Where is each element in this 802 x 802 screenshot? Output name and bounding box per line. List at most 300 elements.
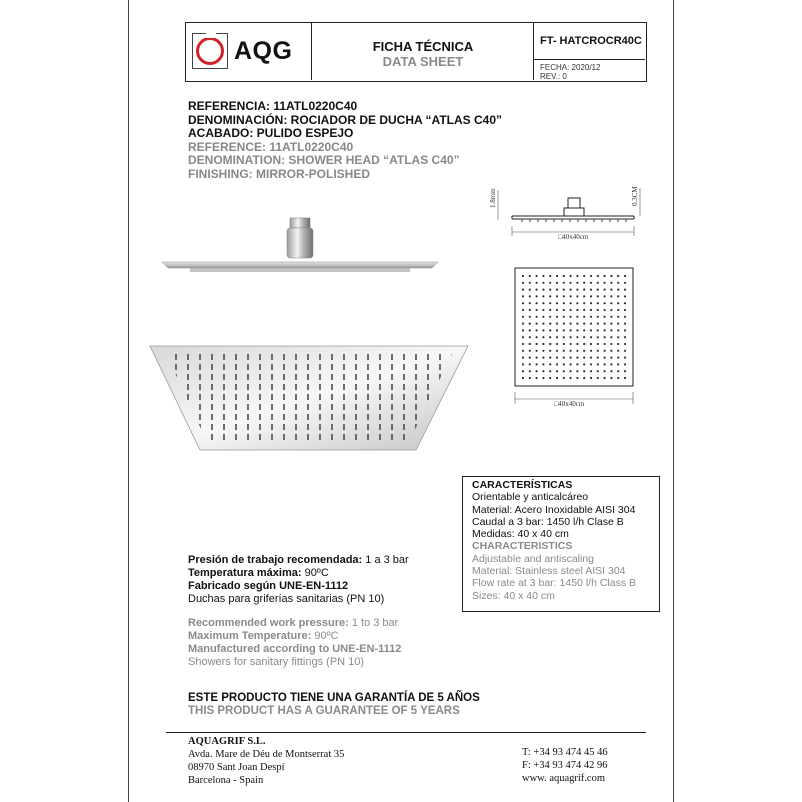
nozzle-dot xyxy=(597,370,599,372)
nozzle-dot xyxy=(597,316,599,318)
nozzle-dot xyxy=(590,289,592,291)
nozzle-dot xyxy=(604,289,606,291)
nozzle-dot xyxy=(583,275,585,277)
nozzle-dot xyxy=(604,377,606,379)
nozzle-dot xyxy=(583,282,585,284)
nozzle-dot xyxy=(617,357,619,359)
nozzle-dot xyxy=(624,377,626,379)
side-width-label: □40x40cm xyxy=(558,233,589,241)
nozzle-dot xyxy=(624,289,626,291)
char-es-1: Orientable y anticalcáreo xyxy=(472,491,589,504)
nozzle-dot xyxy=(522,343,524,345)
nozzle-dot xyxy=(522,336,524,338)
nozzle-dot xyxy=(556,370,558,372)
logo-cell xyxy=(186,23,312,80)
nozzle-dot xyxy=(590,336,592,338)
nozzle-dot xyxy=(556,316,558,318)
title-es: FICHA TÉCNICA xyxy=(372,39,474,54)
temperature-label-en: Maximum Temperature: xyxy=(188,630,312,642)
nozzle-dot xyxy=(556,309,558,311)
char-es-4: Medidas: 40 x 40 cm xyxy=(472,528,569,541)
nozzle-dot xyxy=(617,363,619,365)
nozzle-dot xyxy=(617,302,619,304)
nozzle-dot xyxy=(529,282,531,284)
temperature-label-es: Temperatura máxima: xyxy=(188,567,302,579)
nozzle-dot xyxy=(617,289,619,291)
ref-es-3: ACABADO: PULIDO ESPEJO xyxy=(188,126,354,140)
nozzle-dot xyxy=(597,336,599,338)
nozzle-dot xyxy=(536,323,538,325)
nozzle-dot xyxy=(563,323,565,325)
nozzle-dot xyxy=(617,282,619,284)
nozzle-dot xyxy=(536,295,538,297)
nozzle-dot xyxy=(570,323,572,325)
char-es-3: Caudal a 3 bar: 1450 l/h Clase B xyxy=(472,515,624,528)
nozzle-dot xyxy=(617,275,619,277)
nozzle-dot xyxy=(576,309,578,311)
code-cell xyxy=(534,23,645,80)
nozzle-dot xyxy=(529,289,531,291)
address-line-2: 08970 Sant Joan Despí xyxy=(188,762,285,773)
nozzle-dot xyxy=(549,370,551,372)
nozzle-dot xyxy=(542,323,544,325)
nozzle-dot xyxy=(610,302,612,304)
nozzle-dot xyxy=(563,370,565,372)
nozzle-dot xyxy=(563,377,565,379)
nozzle-dot xyxy=(542,377,544,379)
nozzle-dot xyxy=(624,323,626,325)
nozzle-dot xyxy=(529,316,531,318)
nozzle-dot xyxy=(604,302,606,304)
nozzle-dot xyxy=(536,377,538,379)
nozzle-dot xyxy=(536,363,538,365)
nozzle-dot xyxy=(529,377,531,379)
nozzle-dot xyxy=(536,370,538,372)
nozzle-dot xyxy=(542,336,544,338)
temperature-value-es: 90ºC xyxy=(301,567,329,579)
nozzle-dot xyxy=(576,357,578,359)
nozzle-dot xyxy=(563,357,565,359)
nozzle-dot xyxy=(542,343,544,345)
nozzle-dot xyxy=(610,357,612,359)
nozzle-dot xyxy=(570,336,572,338)
website-link[interactable]: www. aquagrif.com xyxy=(522,773,606,784)
nozzle-dot xyxy=(563,282,565,284)
nozzle-dot xyxy=(556,357,558,359)
nozzle-dot xyxy=(617,370,619,372)
nozzle-dot xyxy=(563,336,565,338)
nozzle-dot xyxy=(590,370,592,372)
nozzle-dot xyxy=(556,363,558,365)
nozzle-dot xyxy=(624,275,626,277)
nozzle-dot xyxy=(570,370,572,372)
nozzle-dot xyxy=(597,289,599,291)
nozzle-dot xyxy=(583,329,585,331)
nozzle-dot xyxy=(610,282,612,284)
nozzle-dot xyxy=(604,309,606,311)
ref-en-1: REFERENCE: 11ATL0220C40 xyxy=(188,139,354,154)
product-perspective-photo xyxy=(146,342,472,454)
nozzle-dot xyxy=(597,275,599,277)
nozzle-dot xyxy=(542,316,544,318)
nozzle-dot xyxy=(624,309,626,311)
guarantee-es: ESTE PRODUCTO TIENE UNA GARANTÍA DE 5 AÑOS xyxy=(188,692,480,704)
nozzle-dot xyxy=(570,377,572,379)
nozzle-dot xyxy=(604,357,606,359)
nozzle-dot xyxy=(542,363,544,365)
nozzle-dot xyxy=(576,323,578,325)
nozzle-dot xyxy=(563,329,565,331)
footer-address xyxy=(188,735,344,787)
nozzle-dot xyxy=(610,363,612,365)
doc-date: FECHA: 2020/12 xyxy=(540,63,601,72)
nozzle-dot xyxy=(610,343,612,345)
nozzle-dot xyxy=(583,343,585,345)
nozzle-dot xyxy=(549,357,551,359)
nozzle-dot xyxy=(542,302,544,304)
nozzle-dot xyxy=(542,295,544,297)
characteristics-box xyxy=(462,476,660,612)
nozzle-dot xyxy=(604,275,606,277)
nozzle-dot xyxy=(624,316,626,318)
nozzle-dot xyxy=(529,329,531,331)
nozzle-dot xyxy=(583,363,585,365)
nozzle-dot xyxy=(590,377,592,379)
nozzle-dot xyxy=(522,350,524,352)
nozzle-dot xyxy=(617,377,619,379)
nozzle-dot xyxy=(529,309,531,311)
nozzle-dot xyxy=(617,343,619,345)
nozzle-dot xyxy=(590,282,592,284)
nozzle-dot xyxy=(549,275,551,277)
nozzle-dot xyxy=(556,295,558,297)
nozzle-dot xyxy=(624,302,626,304)
reference-block xyxy=(188,100,502,181)
nozzle-dot xyxy=(549,336,551,338)
nozzle-dot xyxy=(617,316,619,318)
nozzle-dot xyxy=(624,370,626,372)
nozzle-dot xyxy=(590,275,592,277)
nozzle-dot xyxy=(583,323,585,325)
nozzle-dot xyxy=(563,309,565,311)
nozzle-dot xyxy=(529,336,531,338)
nozzle-dot xyxy=(610,316,612,318)
ref-en-2: DENOMINATION: SHOWER HEAD “ATLAS C40” xyxy=(188,153,460,167)
nozzle-dot xyxy=(522,323,524,325)
pressure-label-en: Recommended work pressure: xyxy=(188,617,349,629)
nozzle-dot xyxy=(529,357,531,359)
pressure-value-en: 1 to 3 bar xyxy=(348,617,399,629)
nozzle-dot xyxy=(549,363,551,365)
nozzle-dot xyxy=(536,275,538,277)
nozzle-dot xyxy=(590,323,592,325)
nozzle-dot xyxy=(576,370,578,372)
nozzle-dot xyxy=(529,302,531,304)
nozzle-dot xyxy=(549,289,551,291)
phone: T: +34 93 474 45 46 xyxy=(522,747,608,758)
nozzle-dot xyxy=(590,329,592,331)
nozzle-dot xyxy=(604,295,606,297)
nozzle-dot xyxy=(522,275,524,277)
nozzle-dot xyxy=(610,289,612,291)
nozzle-dot xyxy=(529,350,531,352)
logo-ring-icon xyxy=(196,37,224,65)
nozzle-dot xyxy=(563,275,565,277)
nozzle-dot xyxy=(536,350,538,352)
nozzle-dot xyxy=(529,363,531,365)
nozzle-dot xyxy=(604,350,606,352)
nozzle-dot xyxy=(583,302,585,304)
nozzle-dot xyxy=(617,329,619,331)
connector-height-label: 0.3CM xyxy=(631,186,639,206)
nozzle-dot xyxy=(542,329,544,331)
nozzle-dot xyxy=(590,350,592,352)
side-technical-drawing xyxy=(490,180,650,242)
nozzle-dot xyxy=(597,350,599,352)
address-line-3: Barcelona - Spain xyxy=(188,775,264,786)
char-en-3: Flow rate at 3 bar: 1450 l/h Class B xyxy=(472,577,636,590)
char-en-4: Sizes: 40 x 40 cm xyxy=(472,589,555,602)
nozzle-dot xyxy=(542,282,544,284)
nozzle-dot xyxy=(556,350,558,352)
nozzle-dot xyxy=(563,302,565,304)
logo-notch xyxy=(206,33,216,38)
top-width-label: □40x40cm xyxy=(554,400,585,408)
nozzle-dot xyxy=(549,323,551,325)
company-name: AQUAGRIF S.L. xyxy=(188,736,266,747)
nozzle-dot xyxy=(570,289,572,291)
nozzle-dot xyxy=(570,343,572,345)
nozzle-dot xyxy=(597,329,599,331)
standard-es: Fabricado según UNE-EN-1112 xyxy=(188,580,349,592)
nozzle-dot xyxy=(529,295,531,297)
side-height-label: 1.8mm xyxy=(489,188,497,208)
nozzle-dot xyxy=(536,357,538,359)
nozzle-dot xyxy=(522,370,524,372)
footer-contact xyxy=(522,746,608,785)
nozzle-dot xyxy=(610,309,612,311)
nozzle-dot xyxy=(576,336,578,338)
nozzle-dot xyxy=(522,302,524,304)
nozzle-dot xyxy=(576,377,578,379)
nozzle-dot xyxy=(590,363,592,365)
nozzle-dot xyxy=(536,329,538,331)
nozzle-dot xyxy=(570,363,572,365)
nozzle-dot xyxy=(556,289,558,291)
title-cell xyxy=(312,23,534,80)
nozzle-dot xyxy=(522,316,524,318)
nozzle-dot xyxy=(570,357,572,359)
nozzle-dot xyxy=(576,275,578,277)
nozzle-dot xyxy=(536,316,538,318)
nozzle-dot xyxy=(590,316,592,318)
nozzle-dot xyxy=(583,357,585,359)
nozzle-dot xyxy=(617,323,619,325)
pressure-label-es: Presión de trabajo recomendada: xyxy=(188,554,363,566)
nozzle-dot xyxy=(583,295,585,297)
ref-es-2: DENOMINACIÓN: ROCIADOR DE DUCHA “ATLAS C40” xyxy=(188,112,503,127)
nozzle-dot xyxy=(576,282,578,284)
nozzle-dot xyxy=(604,343,606,345)
nozzle-dot xyxy=(563,343,565,345)
nozzle-dot xyxy=(604,329,606,331)
nozzle-dot xyxy=(610,350,612,352)
guarantee-block xyxy=(188,692,480,718)
nozzle-dot xyxy=(576,316,578,318)
nozzle-dot xyxy=(570,282,572,284)
nozzle-dot xyxy=(570,275,572,277)
nozzle-dot xyxy=(624,350,626,352)
nozzle-dot xyxy=(570,295,572,297)
nozzle-dot xyxy=(590,295,592,297)
nozzle-dot xyxy=(624,329,626,331)
specs-es xyxy=(188,554,409,606)
char-en-2: Material: Stainless steel AISI 304 xyxy=(472,565,626,578)
nozzle-dot xyxy=(542,357,544,359)
nozzle-dot xyxy=(556,343,558,345)
nozzle-dot xyxy=(597,343,599,345)
footer-divider xyxy=(166,732,646,733)
nozzle-dot xyxy=(624,282,626,284)
nozzle-dot xyxy=(529,323,531,325)
nozzle-dot xyxy=(563,289,565,291)
nozzle-dot xyxy=(597,282,599,284)
nozzle-dot xyxy=(536,289,538,291)
nozzle-dot xyxy=(522,282,524,284)
nozzle-dot xyxy=(570,350,572,352)
nozzle-dot xyxy=(604,370,606,372)
nozzle-dot xyxy=(624,295,626,297)
nozzle-dot xyxy=(576,329,578,331)
nozzle-dot xyxy=(610,323,612,325)
nozzle-dot xyxy=(597,295,599,297)
nozzle-dot xyxy=(549,350,551,352)
nozzle-dot xyxy=(583,377,585,379)
nozzle-dot xyxy=(556,329,558,331)
top-technical-drawing xyxy=(510,264,642,408)
nozzle-dot xyxy=(604,323,606,325)
nozzle-dot xyxy=(610,275,612,277)
logo-text: AQG xyxy=(234,37,293,65)
nozzle-dot xyxy=(604,336,606,338)
nozzle-dot xyxy=(590,343,592,345)
nozzle-dot xyxy=(610,370,612,372)
nozzle-dot xyxy=(576,302,578,304)
nozzle-dot xyxy=(536,309,538,311)
nozzle-dot xyxy=(536,343,538,345)
nozzle-dot xyxy=(549,377,551,379)
nozzle-dot xyxy=(536,336,538,338)
nozzle-dot xyxy=(604,316,606,318)
usage-en: Showers for sanitary fittings (PN 10) xyxy=(188,656,365,668)
nozzle-dot xyxy=(583,350,585,352)
nozzle-dot xyxy=(570,309,572,311)
nozzle-dot xyxy=(576,350,578,352)
nozzle-dot xyxy=(522,377,524,379)
nozzle-dot xyxy=(597,309,599,311)
nozzle-dot xyxy=(549,295,551,297)
nozzle-dot xyxy=(610,295,612,297)
nozzle-dot xyxy=(617,309,619,311)
nozzle-dot xyxy=(556,336,558,338)
nozzle-dot xyxy=(549,329,551,331)
nozzle-dot xyxy=(583,370,585,372)
nozzle-dot xyxy=(536,282,538,284)
nozzle-dot xyxy=(529,370,531,372)
nozzle-dot xyxy=(556,275,558,277)
nozzle-dot xyxy=(624,343,626,345)
nozzle-dot xyxy=(583,336,585,338)
nozzle-dot xyxy=(522,363,524,365)
doc-code: FT- HATCROCR40C xyxy=(534,23,645,60)
product-side-photo xyxy=(150,210,450,280)
doc-rev: REV.: 0 xyxy=(540,72,567,81)
nozzle-dot xyxy=(556,377,558,379)
nozzle-dot xyxy=(522,329,524,331)
nozzle-dot xyxy=(590,357,592,359)
nozzle-dot xyxy=(604,363,606,365)
nozzle-dot xyxy=(597,302,599,304)
standard-en: Manufactured according to UNE-EN-1112 xyxy=(188,643,402,655)
nozzle-dot xyxy=(570,316,572,318)
nozzle-dot xyxy=(583,316,585,318)
nozzle-dot xyxy=(610,329,612,331)
nozzle-dot xyxy=(624,357,626,359)
char-en-1: Adjustable and antiscaling xyxy=(472,552,595,565)
nozzle-dot xyxy=(556,282,558,284)
pressure-value-es: 1 a 3 bar xyxy=(362,554,409,566)
nozzle-dot xyxy=(617,336,619,338)
nozzle-dot xyxy=(597,323,599,325)
nozzle-dot xyxy=(529,275,531,277)
nozzle-dot xyxy=(542,309,544,311)
nozzle-grid xyxy=(522,275,626,379)
nozzle-dot xyxy=(522,309,524,311)
usage-es: Duchas para griferías sanitarias (PN 10) xyxy=(188,593,385,605)
nozzle-dot xyxy=(563,350,565,352)
nozzle-dot xyxy=(617,295,619,297)
nozzle-dot xyxy=(583,289,585,291)
nozzle-dot xyxy=(590,302,592,304)
header-table xyxy=(185,22,647,82)
nozzle-dot xyxy=(542,289,544,291)
specs-en xyxy=(188,617,401,669)
address-line-1: Avda. Mare de Déu de Montserrat 35 xyxy=(188,749,345,760)
nozzle-dot xyxy=(529,343,531,345)
nozzle-dot xyxy=(570,302,572,304)
nozzle-dot xyxy=(576,295,578,297)
nozzle-dot xyxy=(597,357,599,359)
char-es-2: Material: Acero Inoxidable AISI 304 xyxy=(472,503,636,516)
nozzle-dot xyxy=(549,282,551,284)
fax: F: +34 93 474 42 96 xyxy=(522,760,608,771)
nozzle-dot xyxy=(542,350,544,352)
nozzle-dot xyxy=(617,350,619,352)
nozzle-dot xyxy=(556,302,558,304)
nozzle-dot xyxy=(590,309,592,311)
ref-en-3: FINISHING: MIRROR-POLISHED xyxy=(188,166,370,181)
guarantee-en: THIS PRODUCT HAS A GUARANTEE OF 5 YEARS xyxy=(188,705,460,717)
nozzle-dot xyxy=(542,275,544,277)
nozzle-dot xyxy=(549,343,551,345)
nozzle-dot xyxy=(597,363,599,365)
nozzle-dot xyxy=(522,289,524,291)
nozzle-dot xyxy=(549,302,551,304)
ref-es-1: REFERENCIA: 11ATL0220C40 xyxy=(188,99,358,113)
nozzle-dot xyxy=(597,377,599,379)
nozzle-dot xyxy=(610,377,612,379)
nozzle-dot xyxy=(522,357,524,359)
